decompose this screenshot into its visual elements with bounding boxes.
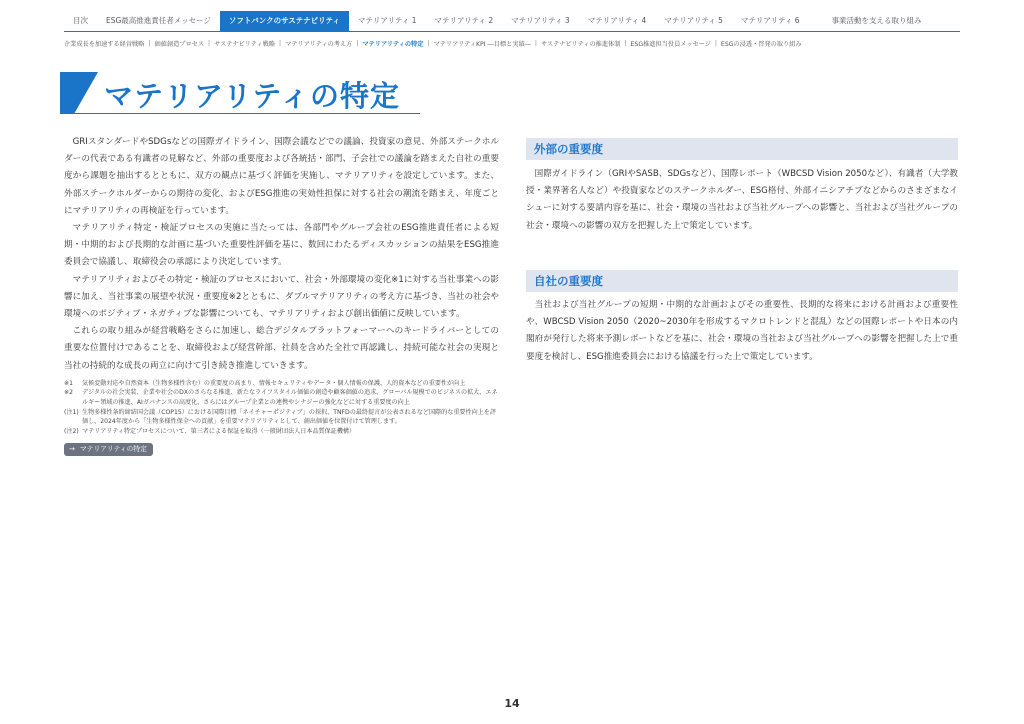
subnav-separator: | — [279, 39, 282, 47]
footnote-text: デジタルの社会実装、企業や社会のDXのさらなる推進、新たなライフスタイル価値の創造や顧客価値の追求、グローバル規模でのビジネスの拡大、エネルギー領域の推進、AIガバナンスの高度化、さらにはグループ企業との連携やシナジーの強化などに対する重要度の向上 — [82, 389, 498, 407]
left-column — [64, 134, 499, 459]
body-paragraph: マテリアリティ特定・検証プロセスの実施に当たっては、各部門やグループ会社のESG推進責任者による短期・中期的および長期的な計画に基づいた重要性評価を基に、数回にわたるディスカッションの結果をESG推進委員会で協議し、取締役会の承認により決定しています。 — [64, 223, 499, 268]
nav-item-business-support[interactable]: 事業活動を支える取り組み — [831, 15, 922, 25]
footnote — [64, 427, 499, 437]
footnote-mark: (注1) — [64, 408, 79, 416]
nav-item-sustainability[interactable]: ソフトバンクのサステナビリティ — [220, 11, 349, 31]
footnote — [64, 408, 499, 427]
body-paragraph: これらの取り組みが経営戦略をさらに加速し、総合デジタルプラットフォーマーへのキードライバーとしての重要な位置付けであることを、取締役および経営幹部、社員を含めた全社で再認識し、持続可能な社会の実現と当社の持続的な成長の両立に向けて引き続き推進していきます。 — [64, 326, 499, 371]
nav-item-materiality-1[interactable]: マテリアリティ 1 — [357, 15, 417, 25]
subnav-item-materiality-concept[interactable]: マテリアリティの考え方 — [285, 40, 353, 48]
subnav-item-value-creation[interactable]: 価値創造プロセス — [154, 40, 205, 48]
footnote-mark: ※2 — [64, 389, 73, 397]
subnav-separator: | — [714, 39, 717, 47]
materiality-identification-link[interactable] — [64, 443, 153, 456]
sub-nav — [64, 37, 964, 49]
footnote-text: 気候変動対応や自然資本（生物多様性含む）の重要度の高まり、情報セキュリティやデータ・個人情報の保護、人的資本などの重要性が向上 — [82, 379, 466, 387]
arrow-right-icon: → — [69, 445, 75, 454]
subnav-item-materiality-identification[interactable]: マテリアリティの特定 — [362, 40, 424, 48]
subnav-item-promotion-system[interactable]: サステナビリティの推進体制 — [540, 40, 621, 48]
section-heading-internal: 自社の重要度 — [526, 270, 958, 292]
subnav-item-materiality-kpi[interactable]: マテリアリティKPI ―目標と実績― — [433, 40, 531, 48]
nav-divider — [64, 31, 960, 32]
footnote-text: 生物多様性条約締結国会議（COP15）における国際目標「ネイチャーポジティブ」の採択、TNFDの最終提言が公表されるなど国際的な重要性向上を評価し、2024年度から「生物多様性保全への貢献」を重要マテリアリティとして、創出価値を位置付けて管理します。 — [82, 408, 496, 426]
page-title: マテリアリティの特定 — [104, 79, 400, 113]
subnav-item-esg-awareness[interactable]: ESGの浸透・啓発の取り組み — [720, 40, 802, 48]
subnav-separator: | — [624, 39, 627, 47]
nav-item-materiality-3[interactable]: マテリアリティ 3 — [511, 15, 570, 25]
section-body-external — [526, 166, 958, 235]
nav-item-materiality-5[interactable]: マテリアリティ 5 — [664, 15, 723, 25]
subnav-item-esg-officer-message[interactable]: ESG推進担当役員メッセージ — [630, 40, 711, 48]
subnav-separator: | — [427, 39, 430, 47]
footnote-text: マテリアリティ特定プロセスについて、第三者による保証を取得（一般財団法人日本品質保証機構） — [82, 427, 356, 435]
subnav-item-strategy[interactable]: 企業成長を加速する経営戦略 — [64, 40, 145, 48]
subnav-separator: | — [534, 39, 537, 47]
page-number: 14 — [504, 697, 520, 710]
body-paragraph: GRIスタンダードやSDGsなどの国際ガイドライン、国際会議などでの議論、投資家の意見、外部ステークホルダーの代表である有識者の見解など、外部の重要度および各統括・部門、子会社での議論を踏まえた自社の重要度から課題を抽出するとともに、双方の観点に基づく評価を実施し、マテリアリティを設定しています。また、外部ステークホルダーからの期待の変化、およびESG推進の実効性担保に対する社会の潮流を踏まえ、年度ごとにマテリアリティの再検証を行っています。 — [64, 137, 499, 216]
nav-item-esg-message[interactable]: ESG最高推進責任者メッセージ — [106, 15, 211, 25]
section-heading-external: 外部の重要度 — [526, 138, 958, 160]
section-body-internal — [526, 297, 958, 366]
footnotes — [64, 379, 499, 437]
footnote — [64, 379, 499, 389]
footnote — [64, 388, 499, 407]
nav-item-contents[interactable]: 目次 — [73, 15, 88, 25]
body-paragraph: 当社および当社グループの短期・中期的な計画およびその重要性、長期的な将来における計画および重要性や、WBCSD Vision 2050（2020~2030年を形成するマクロトレンドと混乱）などの国際レポートや日本の内閣府が発行した将来予測レポートなどを基に、社会・環境の当社および当社グループへの影響を把握した上で重要度を検討し、ESG推進委員会における協議を行った上で策定しています。 — [526, 300, 958, 362]
link-label: マテリアリティの特定 — [79, 445, 147, 454]
nav-item-materiality-6[interactable]: マテリアリティ 6 — [740, 15, 800, 25]
subnav-item-sustainability-strategy[interactable]: サステナビリティ戦略 — [214, 40, 276, 48]
footnote-mark: ※1 — [64, 379, 73, 387]
footnote-mark: (注2) — [64, 427, 79, 435]
top-nav — [64, 11, 960, 31]
subnav-separator: | — [356, 39, 359, 47]
body-paragraph: 国際ガイドライン（GRIやSASB、SDGsなど）、国際レポート（WBCSD Vision 2050など）、有識者（大学教授・業界著名人など）や投資家などのステークホルダー、ESG格付、外部イニシアチブなどからのさまざまなイシューに対する要請内容を基に、社会・環境の当社および当社グループへの影響と、当社および当社グループの社会・環境への影響の双方を把握した上で策定しています。 — [526, 169, 958, 231]
body-paragraph: マテリアリティおよびその特定・検証のプロセスにおいて、社会・外部環境の変化※1に対する当社事業への影響に加え、当社事業の展望や状況・重要度※2とともに、ダブルマテリアリティの考え方に基づき、当社の社会や環境へのポジティブ・ネガティブな影響についても、マテリアリティおよび創出価値に反映しています。 — [64, 274, 499, 320]
subnav-separator: | — [208, 39, 211, 47]
subnav-separator: | — [148, 39, 151, 47]
nav-item-materiality-2[interactable]: マテリアリティ 2 — [434, 15, 494, 25]
nav-item-materiality-4[interactable]: マテリアリティ 4 — [587, 15, 647, 25]
